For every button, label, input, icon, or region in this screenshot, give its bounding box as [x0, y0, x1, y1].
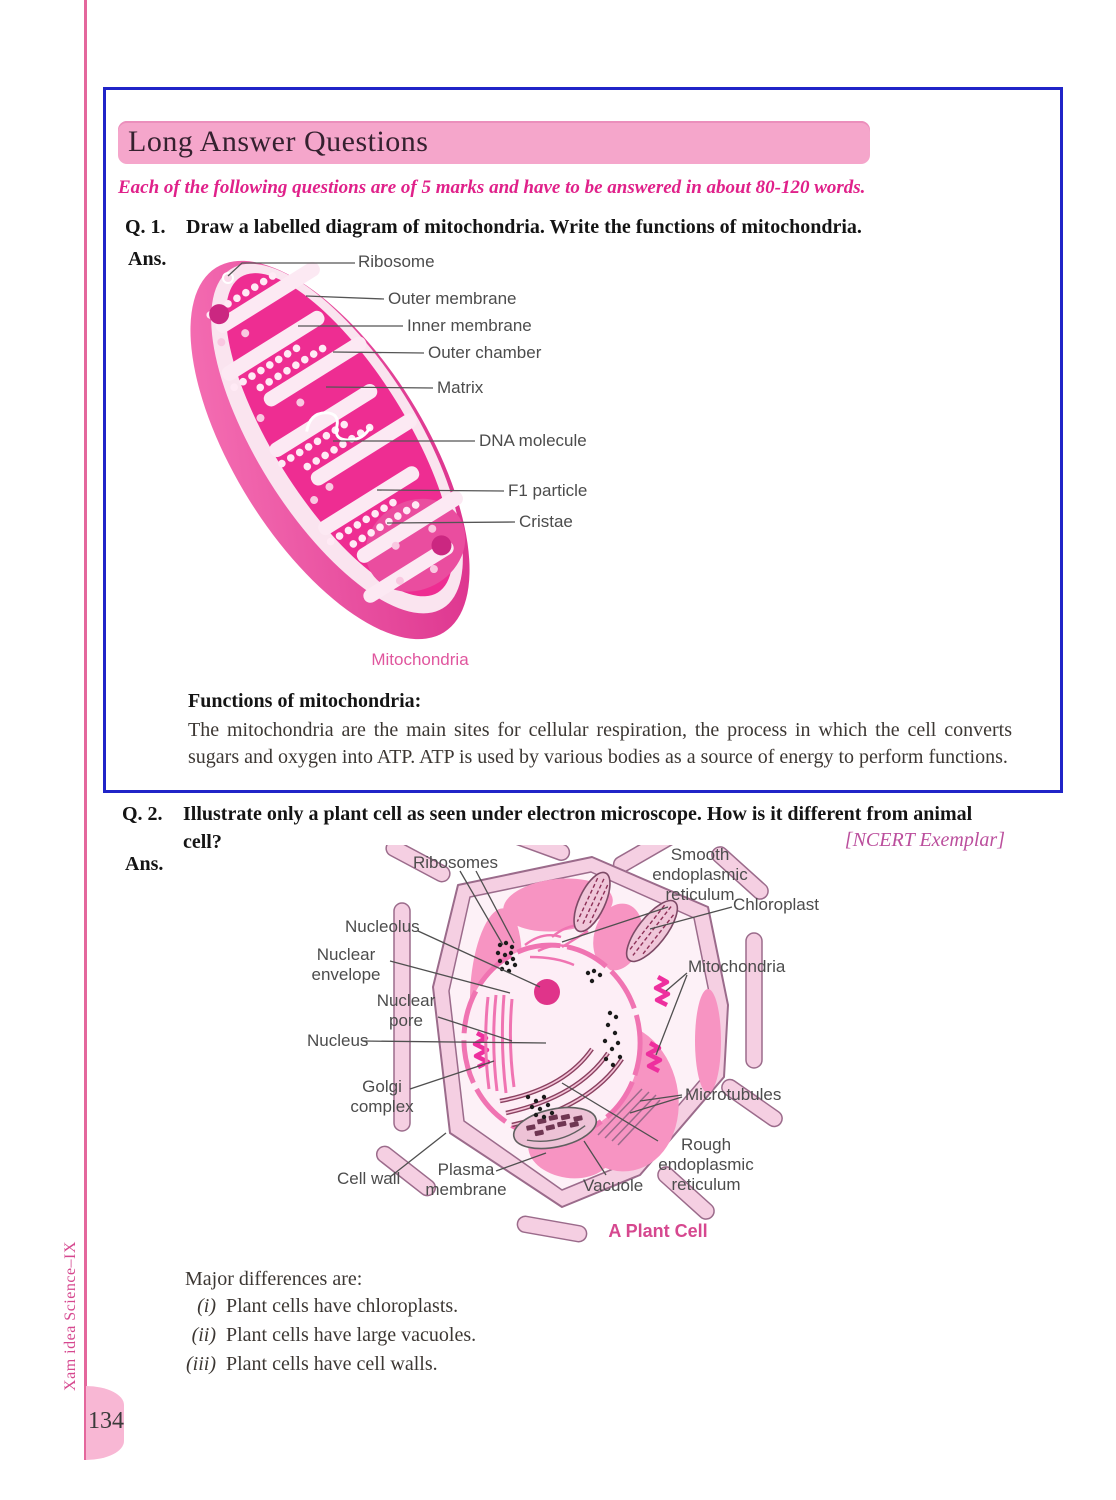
label-matrix: Matrix [437, 378, 484, 397]
label-vacuole: Vacuole [583, 1176, 644, 1195]
nucleolus-shape [534, 979, 560, 1005]
label-plasma-membrane: Plasma membrane [425, 1160, 507, 1199]
label-cell-wall: Cell wall [337, 1169, 401, 1188]
label-cristae: Cristae [519, 512, 573, 531]
label-nuclear-pore: Nuclear pore [376, 991, 436, 1030]
q2-question-line2: cell? [183, 831, 222, 853]
label-nucleus: Nucleus [307, 1031, 369, 1050]
label-outer-chamber: Outer chamber [428, 343, 542, 362]
label-f1-particle: F1 particle [508, 481, 588, 500]
item-text: Plant cells have chloroplasts. [226, 1295, 459, 1317]
label-dna-molecule: DNA molecule [479, 431, 587, 450]
section-title: Long Answer Questions [128, 125, 429, 158]
ribosome-dot [223, 273, 233, 283]
label-golgi-complex: Golgi complex [350, 1077, 414, 1116]
label-rough-er: Rough endoplasmic reticulum [658, 1135, 754, 1194]
label-ribosomes: Ribosomes [413, 853, 499, 872]
label-outer-membrane: Outer membrane [388, 289, 517, 308]
label-ribosome: Ribosome [358, 252, 435, 271]
item-text: Plant cells have cell walls. [226, 1353, 438, 1375]
page-number: 134 [88, 1408, 124, 1434]
q2-ans-label: Ans. [125, 853, 164, 875]
item-numeral: (iii) [186, 1353, 216, 1375]
figure-caption-mitochondria: Mitochondria [371, 650, 469, 669]
q1-number: Q. 1. [125, 216, 166, 238]
difference-item-3 [178, 1353, 438, 1376]
figure-caption-plant-cell: A Plant Cell [608, 1221, 708, 1241]
margin-rule [84, 0, 87, 1460]
item-numeral: (i) [197, 1295, 216, 1317]
book-title-vertical: Xam idea Science–IX [62, 1241, 79, 1391]
plant-cell-figure [300, 845, 1016, 1245]
q2-source: [NCERT Exemplar] [844, 829, 1005, 851]
q1-functions-text: The mitochondria are the main sites for cellular respiration, the process in which the cell converts sugars and oxygen into ATP. ATP is used by various bodies as a source of energy to perform functions. [188, 719, 1012, 768]
section-header-bar [118, 121, 870, 164]
label-nucleolus: Nucleolus [345, 917, 420, 936]
q2-number: Q. 2. [122, 803, 163, 825]
difference-item-2 [178, 1324, 476, 1347]
q1-ans-label: Ans. [128, 248, 167, 270]
item-numeral: (ii) [191, 1324, 216, 1346]
q1-functions-heading: Functions of mitochondria: [188, 690, 422, 712]
label-mitochondria: Mitochondria [688, 957, 786, 976]
label-microtubules: Microtubules [685, 1085, 782, 1104]
mitochondria-figure [170, 246, 690, 680]
label-inner-membrane: Inner membrane [407, 316, 532, 335]
mitochondria-art [170, 246, 690, 680]
q2-question-line1: Illustrate only a plant cell as seen under electron microscope. How is it different from animal [183, 803, 973, 825]
item-text: Plant cells have large vacuoles. [226, 1324, 477, 1346]
difference-item-1 [178, 1295, 458, 1318]
q1-question: Draw a labelled diagram of mitochondria. Write the functions of mitochondria. [186, 216, 862, 238]
instruction-note: Each of the following questions are of 5 marks and have to be answered in about 80-120 words. [118, 177, 866, 198]
label-chloroplast: Chloroplast [733, 895, 819, 914]
label-nuclear-envelope: Nuclear envelope [311, 945, 381, 984]
differences-heading: Major differences are: [185, 1268, 363, 1290]
label-smooth-er: Smooth endoplasmic reticulum [652, 845, 748, 904]
